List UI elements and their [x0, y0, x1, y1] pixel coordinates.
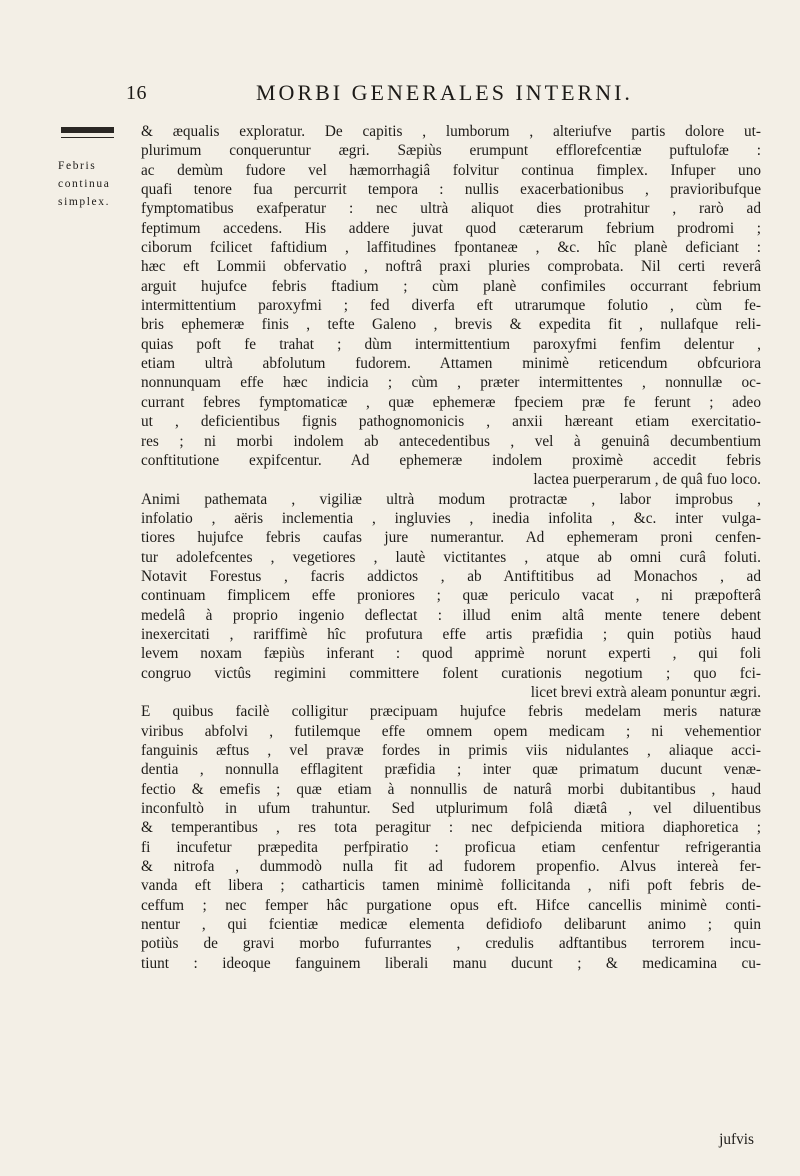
text-line: ceffum ; nec femper hâc purgatione opus eft. Hifce cancellis minimè conti- [141, 896, 761, 914]
text-line: & æqualis exploratur. De capitis , lumborum , alteriufve partis dolore ut- [141, 123, 761, 140]
text-line: congruo victûs regimini committere folent curationis negotium ; quo fci- [141, 664, 761, 682]
text-line: currant febres fymptomaticæ , quæ ephemeræ fpeciem præ fe ferunt ; adeo [141, 393, 761, 411]
text-line: etiam ultrà abfolutum fudorem. Attamen minimè reticendum obfcuriora [141, 355, 761, 373]
text-line: levem noxam fæpiùs inferant : quod apprimè norunt experti , qui foli [141, 645, 761, 663]
text-line: fectio & emefis ; quæ etiam à nonnullis de naturâ morbi dubitantibus , haud [141, 780, 761, 798]
text-line: conftitutione expifcentur. Ad ephemeræ indolem proximè accedit febris [141, 451, 761, 469]
text-line: infolatio , aëris inclementia , ingluvies , inedia infolita , &c. inter vulga- [141, 509, 761, 527]
text-line: Animi pathemata , vigiliæ ultrà modum protractæ , labor improbus , [141, 490, 761, 508]
text-line: quafi tenore fua percurrit tempora : nullis exacerbationibus , pravioribufque [141, 181, 761, 199]
text-line: bris ephemeræ finis , tefte Galeno , brevis & expedita fit , nullafque reli- [141, 316, 761, 334]
running-title: MORBI GENERALES INTERNI. [256, 80, 633, 105]
body-text [141, 122, 761, 973]
ornamental-rule-thin [61, 137, 114, 138]
text-line: fi incufetur præpedita perfpiratio : proficua etiam cenfentur refrigerantia [141, 838, 761, 856]
margin-note [58, 157, 122, 211]
text-line: & temperantibus , res tota peragitur : nec defpicienda mitiora diaphoretica ; [141, 819, 761, 837]
text-line: lactea puerperarum , de quâ fuo loco. [533, 471, 761, 489]
text-line: arguit hujufce febris ftadium ; cùm planè confimiles occurrant febrium [141, 277, 761, 295]
text-line: ut , deficientibus fignis pathognomonicis , anxii hæreant etiam exercitatio- [141, 413, 761, 431]
text-line: fymptomatibus exafperatur : nec ultrà aliquot dies protrahitur , rarò ad [141, 200, 761, 218]
text-line: intermittentium paroxyfmi ; fed diverfa eft utrarumque folutio , cùm fe- [141, 297, 761, 315]
catchword: jufvis [719, 1131, 754, 1148]
text-line: potiùs de gravi morbo fufurrantes , credulis adftantibus terrorem incu- [141, 935, 761, 953]
text-line: fanguinis æftus , vel pravæ fordes in primis viis nidulantes , aliaque acci- [141, 742, 761, 759]
margin-note-line: Febris [58, 160, 97, 172]
text-line: continuam fimplicem effe proniores ; quæ periculo vacat , ni præpofterâ [141, 587, 761, 605]
text-line: dentia , nonnulla efflagitent præfidia ; inter quæ primatum ducunt venæ- [141, 761, 761, 779]
page-header [118, 82, 718, 112]
text-line: viribus abfolvi , futilemque effe omnem opem medicam ; ni vehementior [141, 722, 761, 740]
margin-note-line: simplex. [58, 196, 111, 208]
text-line: tur adolefcentes , vegetiores , lautè victitantes , atque ab omni curâ foluti. [141, 548, 761, 566]
text-line: plurimum conqueruntur ægri. Sæpiùs erumpunt efflorefcentiæ puftulofæ : [141, 142, 761, 160]
text-line: & nitrofa , dummodò nulla fit ad fudorem propenfio. Alvus intereà fer- [141, 858, 761, 876]
text-line: ciborum fcilicet faftidium , laffitudines fpontaneæ , &c. hîc planè deficiant : [141, 239, 761, 257]
text-line: quias poft fe trahat ; dùm intermittentium paroxyfmi fenfim delentur , [141, 335, 761, 353]
text-line: E quibus facilè colligitur præcipuam hujufce febris medelam meris naturæ [141, 703, 761, 721]
text-line: medelâ à proprio ingenio deflectat : illud enim altâ mente tenere debent [141, 606, 761, 624]
ornamental-rule [61, 127, 114, 133]
margin-note-line: continua [58, 178, 111, 190]
text-line: hæc eft Lommii obfervatio , noftrâ praxi pluries comprobata. Nil certi reverâ [141, 258, 761, 276]
text-line: ac demùm fudore vel hæmorrhagiâ folvitur continua fimplex. Infuper uno [141, 161, 761, 179]
text-line: nonnunquam effe hæc indicia ; cùm , præter intermittentes , nonnullæ oc- [141, 374, 761, 392]
text-line: licet brevi extrà aleam ponuntur ægri. [530, 683, 761, 701]
text-line: inexercitati , rariffimè hîc profutura effe artis præfidia ; quin potiùs haud [141, 625, 761, 643]
text-line: tiores hujufce febris caufas jure numerantur. Ad ephemeram proni cenfen- [141, 529, 761, 547]
text-line: Notavit Forestus , facris addictos , ab Antiftitibus ad Monachos , ad [141, 567, 761, 585]
text-line: vanda eft libera ; catharticis tamen minimè follicitanda , nifi poft febris de- [141, 877, 761, 895]
page-number: 16 [126, 82, 147, 104]
text-line: res ; ni morbi indolem ab antecedentibus , vel à genuinâ decumbentium [141, 432, 761, 450]
text-line: tiunt : ideoque fanguinem liberali manu ducunt ; & medicamina cu- [141, 954, 761, 972]
text-line: inconfultò in ufum trahuntur. Sed utplurimum folâ diætâ , vel diluentibus [141, 800, 761, 818]
text-line: nentur , qui fcientiæ medicæ elementa defidiofo delibarunt animo ; quin [141, 916, 761, 934]
text-line: feptimum accedens. His addere juvat quod cæterarum febrium prodromi ; [141, 219, 761, 237]
